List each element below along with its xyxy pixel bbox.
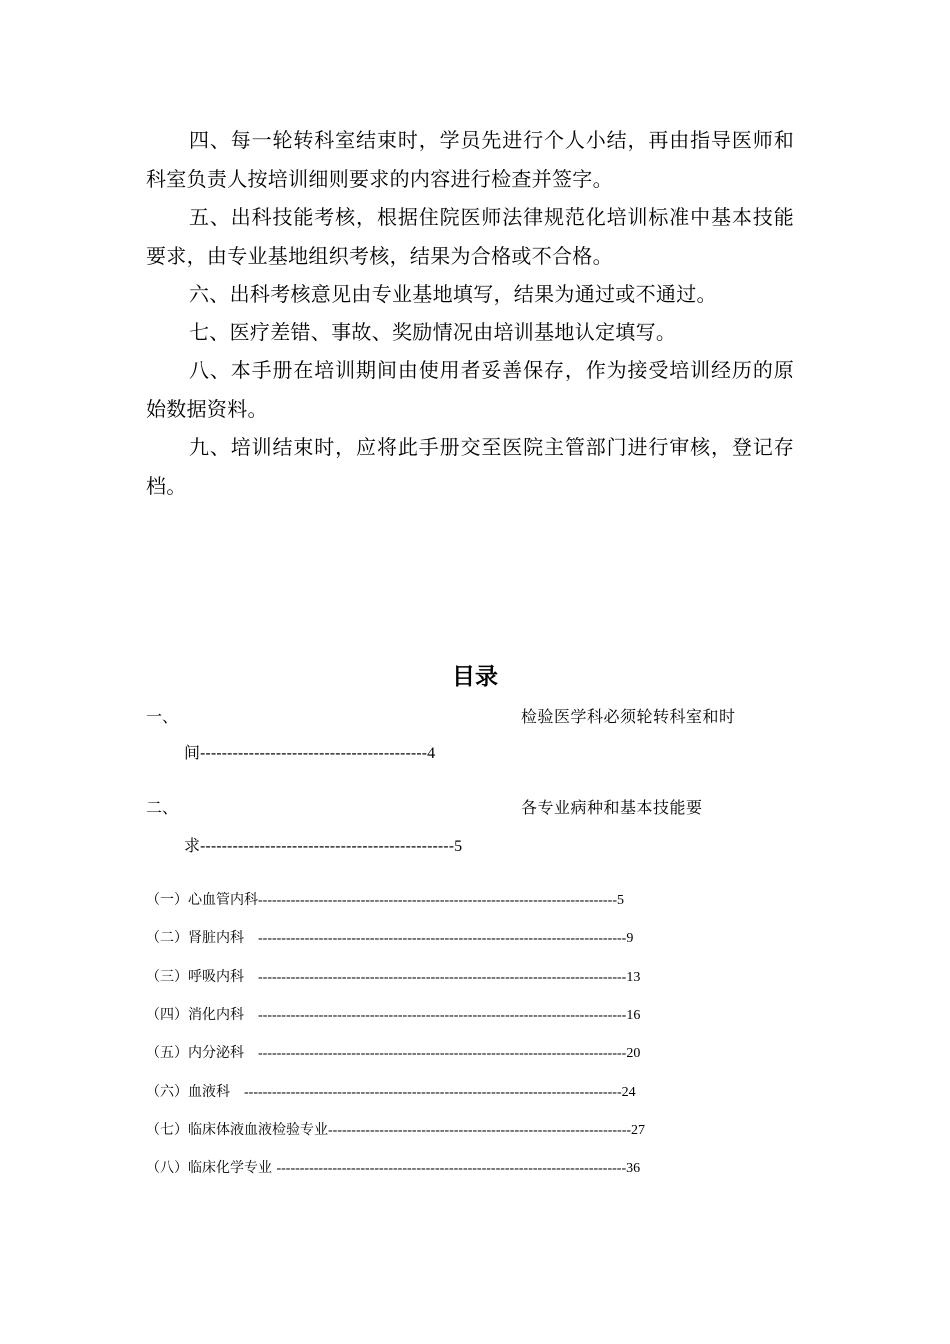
toc-page-number: 36 xyxy=(626,1161,641,1176)
toc-sub-label: （四）消化内科 xyxy=(146,1007,258,1023)
toc-leader-dots: ------------------------------------------------------------------------------- xyxy=(258,1008,627,1023)
toc-page-number: 20 xyxy=(626,1046,641,1061)
toc-leader-dots: ----------------------------------------------- xyxy=(200,836,455,855)
rule-paragraph-4: 四、每一轮转科室结束时，学员先进行个人小结，再由指导医师和科室负责人按培训细则要求的内容进行检查并签字。 xyxy=(146,128,794,191)
toc-sub-label: （八）临床化学专业 xyxy=(146,1160,277,1176)
toc-sub-entry[interactable] xyxy=(146,889,624,912)
rule-paragraph-6: 六、出科考核意见由专业基地填写，结果为通过或不通过。 xyxy=(189,282,717,306)
toc-page-number: 16 xyxy=(626,1008,641,1023)
toc-sub-label: （六）血液科 xyxy=(146,1084,244,1100)
rule-paragraph-9: 九、培训结束时，应将此手册交至医院主管部门进行审核，登记存档。 xyxy=(146,435,794,498)
toc-leader-dots: --------------------------------------------------------------------------- xyxy=(276,1161,627,1176)
toc-title: 目录 xyxy=(452,664,498,690)
toc-main-number: 一、 xyxy=(146,707,179,726)
toc-sub-entry[interactable] xyxy=(146,1119,645,1142)
toc-leader-dots: ------------------------------------------------------------------------------- xyxy=(258,970,627,985)
toc-leader-dots: ----------------------------------------------------------------------------- xyxy=(258,893,617,908)
toc-page-number: 27 xyxy=(631,1123,646,1138)
toc-page-number: 9 xyxy=(626,931,634,946)
toc-main-title[interactable]: 检验医学科必须轮转科室和时 xyxy=(521,707,736,726)
toc-sub-entry[interactable] xyxy=(146,1081,636,1104)
toc-leader-dots: --------------------------------------------------------------------------------- xyxy=(244,1085,622,1100)
toc-page-number: 5 xyxy=(454,838,463,855)
toc-leader-dots: ----------------------------------------------------------------- xyxy=(328,1123,632,1138)
toc-entry-text: 求 xyxy=(184,836,201,855)
toc-main-number: 二、 xyxy=(146,798,179,817)
toc-sub-label: （七）临床体液血液检验专业 xyxy=(146,1122,328,1138)
toc-sub-label: （一）心血管内科 xyxy=(146,892,258,908)
toc-leader-dots: ------------------------------------------ xyxy=(200,743,428,762)
toc-sub-entry[interactable] xyxy=(146,927,633,950)
toc-sub-label: （三）呼吸内科 xyxy=(146,969,258,985)
toc-page-number: 24 xyxy=(621,1085,636,1100)
toc-page-number: 4 xyxy=(427,745,436,762)
toc-sub-entry[interactable] xyxy=(146,1042,640,1065)
toc-sub-entry[interactable] xyxy=(146,1004,640,1027)
toc-main-entry-continuation[interactable] xyxy=(184,741,435,766)
toc-sub-entry[interactable] xyxy=(146,1157,640,1180)
toc-sub-entry[interactable] xyxy=(146,966,640,989)
toc-page-number: 13 xyxy=(626,970,641,985)
toc-main-entry-continuation[interactable] xyxy=(184,834,462,859)
rule-paragraph-5: 五、出科技能考核，根据住院医师法律规范化培训标准中基本技能要求，由专业基地组织考核，结果为合格或不合格。 xyxy=(146,205,794,268)
toc-page-number: 5 xyxy=(616,893,624,908)
rule-paragraph-7: 七、医疗差错、事故、奖励情况由培训基地认定填写。 xyxy=(189,320,677,344)
toc-leader-dots: ------------------------------------------------------------------------------- xyxy=(258,931,627,946)
toc-sub-label: （五）内分泌科 xyxy=(146,1045,258,1061)
toc-sub-label: （二）肾脏内科 xyxy=(146,930,258,946)
rule-paragraph-8: 八、本手册在培训期间由使用者妥善保存，作为接受培训经历的原始数据资料。 xyxy=(146,358,794,421)
toc-main-title[interactable]: 各专业病种和基本技能要 xyxy=(521,798,703,817)
toc-entry-text: 间 xyxy=(184,743,201,762)
toc-leader-dots: ------------------------------------------------------------------------------- xyxy=(258,1046,627,1061)
